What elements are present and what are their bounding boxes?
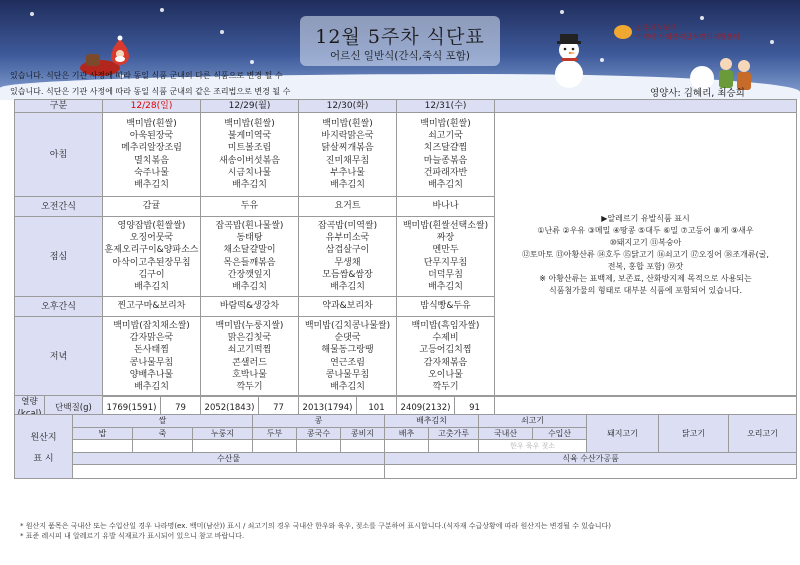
meal-cell bbox=[299, 197, 397, 217]
menu-item: 훈제오리구이&양파소스 bbox=[104, 245, 199, 256]
origin-sub: 국내산 bbox=[479, 427, 533, 440]
menu-item: 배추김치 bbox=[330, 381, 365, 392]
origin-pork: 돼지고기 bbox=[587, 415, 659, 453]
menu-item: 배추김치 bbox=[232, 179, 267, 190]
footnote-2: * 표준 레시피 내 알레르기 유발 식재료가 표시되어 있으니 참고 바랍니다. bbox=[20, 532, 245, 540]
menu-item: 배추김치 bbox=[428, 179, 463, 190]
menu-item: 배추김치 bbox=[134, 381, 169, 392]
menu-item: 콩나물무침 bbox=[129, 357, 174, 368]
meal-cell bbox=[201, 197, 299, 217]
page-subtitle: 어르신 일반식(간식,죽식 포함) bbox=[330, 50, 470, 62]
menu-item: 백미밥(흰쌀) bbox=[224, 118, 275, 129]
menu-item: 밤식빵&두유 bbox=[420, 301, 471, 312]
menu-item: 찐고구마&보리차 bbox=[117, 301, 186, 312]
meal-cell bbox=[201, 297, 299, 317]
kcal-value: 2052(1843) bbox=[201, 396, 259, 421]
page-title: 12월 5주차 식단표 bbox=[315, 26, 485, 48]
origin-beef: 쇠고기 bbox=[479, 415, 587, 428]
origin-cell bbox=[385, 465, 797, 479]
menu-item: 연근조림 bbox=[330, 357, 365, 368]
origin-cell bbox=[133, 440, 193, 453]
menu-item: 양배추나물 bbox=[129, 369, 174, 380]
menu-item: 배추김치 bbox=[134, 179, 169, 190]
meal-cell bbox=[103, 297, 201, 317]
menu-item: 수제비 bbox=[432, 333, 459, 344]
menu-item: 깍두기 bbox=[236, 381, 263, 392]
origin-sub: 배추 bbox=[385, 427, 429, 440]
menu-item: 건파래자반 bbox=[423, 167, 468, 178]
menu-item: 두유 bbox=[240, 201, 259, 212]
origin-seafood: 수산물 bbox=[73, 452, 385, 465]
allergy-line: ※ 아황산류는 표백제, 보존료, 산화방지제 목적으로 사용되는 bbox=[539, 273, 752, 283]
row-label-dinner: 저녁 bbox=[15, 317, 103, 397]
notice-2-text: 식단은 기관 사정에 따라 동일 식품 군내의 같은 조리법으로 변경 될 수 bbox=[46, 87, 291, 96]
protein-label: 단백질(g) bbox=[45, 396, 103, 421]
allergy-line: 식품첨가물의 형태로 대부분 식품에 포함되어 있습니다. bbox=[549, 285, 742, 295]
menu-item: 돈사태찜 bbox=[134, 345, 169, 356]
origin-cell bbox=[429, 440, 479, 453]
menu-item: 마늘종볶음 bbox=[423, 155, 468, 166]
menu-item: 단무지무침 bbox=[423, 257, 468, 268]
meal-cell bbox=[201, 113, 299, 197]
notice-2-overlay: 있습니다. bbox=[10, 87, 44, 96]
menu-item: 모듬쌈&쌈장 bbox=[322, 269, 373, 280]
org-name-line1: 진주시청보구 bbox=[636, 24, 677, 32]
origin-sub: 콩비지 bbox=[341, 427, 385, 440]
kcal-value: 2409(2132) bbox=[397, 396, 455, 421]
allergy-line: ①난류 ②우유 ③메밀 ④땅콩 ⑤대두 ⑥밀 ⑦고등어 ⑧게 ⑨새우 bbox=[537, 225, 754, 235]
origin-sub: 죽 bbox=[133, 427, 193, 440]
meal-cell bbox=[299, 113, 397, 197]
notice-1-overlay: 있습니다. bbox=[10, 71, 44, 80]
menu-item: 더덕무침 bbox=[428, 269, 463, 280]
notice-1 bbox=[10, 70, 283, 81]
menu-item: 멸치볶음 bbox=[134, 155, 169, 166]
meal-cell bbox=[103, 317, 201, 397]
menu-item: 아삭이고추된장무침 bbox=[112, 257, 191, 268]
menu-item: 바나나 bbox=[432, 201, 459, 212]
origin-kimchi: 배추김치 bbox=[385, 415, 479, 428]
menu-item: 백미밥(김치콩나물쌀) bbox=[304, 320, 391, 331]
menu-item: 김구이 bbox=[138, 269, 165, 280]
origin-value-row-2 bbox=[15, 465, 797, 479]
menu-item: 진미채무침 bbox=[325, 155, 370, 166]
allergy-line: ⑫토마토 ⑬아황산류 ⑭호두 ⑮닭고기 ⑯쇠고기 ⑰오징어 ⑱조개류(굴, bbox=[522, 249, 769, 259]
origin-table bbox=[14, 414, 797, 479]
meal-cell bbox=[201, 217, 299, 297]
menu-item: 배추김치 bbox=[330, 179, 365, 190]
menu-item: 오징어뭇국 bbox=[129, 233, 174, 244]
menu-item: 감자채볶음 bbox=[423, 357, 468, 368]
menu-item: 잡곡밥(미역쌀) bbox=[317, 220, 378, 231]
menu-item: 멘만두 bbox=[432, 245, 459, 256]
menu-item: 무생채 bbox=[334, 257, 361, 268]
allergy-line: 전복, 홍합 포함) ⑲잣 bbox=[607, 261, 684, 271]
org-name-line2: 어린이 사회복지급식관리지원센터 bbox=[636, 33, 740, 41]
menu-item: 바람떡&생강차 bbox=[219, 301, 280, 312]
allergy-title: ▶알레르기 유발식품 표시 bbox=[601, 213, 690, 223]
day-header: 12/28(일) bbox=[103, 100, 201, 113]
meal-cell bbox=[397, 217, 495, 297]
menu-table bbox=[14, 99, 797, 397]
row-label-breakfast: 아침 bbox=[15, 113, 103, 197]
menu-item: 동태탕 bbox=[236, 233, 263, 244]
menu-item: 숙주나물 bbox=[134, 167, 169, 178]
menu-item: 백미밥(흰쌀) bbox=[126, 118, 177, 129]
menu-item: 백미밥(흰쌀) bbox=[420, 118, 471, 129]
row-label-lunch: 점심 bbox=[15, 217, 103, 297]
menu-item: 요거트 bbox=[334, 201, 361, 212]
kcal-value: 1769(1591) bbox=[103, 396, 161, 421]
org-name bbox=[636, 24, 786, 42]
origin-duck: 오리고기 bbox=[729, 415, 797, 453]
menu-item: 배추김치 bbox=[232, 281, 267, 292]
menu-item: 순댓국 bbox=[334, 333, 361, 344]
origin-label-line2: 표 시 bbox=[33, 453, 54, 464]
notice-1-text: 식단은 기관 사정에 따라 동일 식품 군내의 다른 식품으로 변경 될 수 bbox=[46, 71, 283, 80]
menu-item: 약과&보리차 bbox=[322, 301, 373, 312]
menu-item: 아욱된장국 bbox=[129, 131, 174, 142]
menu-item: 쇠고기국 bbox=[428, 131, 463, 142]
menu-item: 쇠고기떡찜 bbox=[227, 345, 272, 356]
menu-item: 오이나물 bbox=[428, 369, 463, 380]
origin-sub: 누룽지 bbox=[193, 427, 253, 440]
menu-header-row bbox=[15, 100, 797, 113]
allergy-line: ⑩돼지고기 ⑪복숭아 bbox=[609, 237, 682, 247]
allergy-info bbox=[495, 113, 797, 397]
meal-cell bbox=[397, 197, 495, 217]
meal-cell bbox=[103, 217, 201, 297]
menu-item: 부추나물 bbox=[330, 167, 365, 178]
origin-sub: 고춧가루 bbox=[429, 427, 479, 440]
origin-cell bbox=[73, 440, 133, 453]
kcal-value: 2013(1794) bbox=[299, 396, 357, 421]
meal-cell bbox=[299, 317, 397, 397]
meal-cell bbox=[299, 217, 397, 297]
menu-item: 호박나물 bbox=[232, 369, 267, 380]
menu-item: 미트볼조림 bbox=[227, 143, 272, 154]
protein-value: 101 bbox=[357, 396, 397, 421]
menu-item: 채소달걀말이 bbox=[223, 245, 276, 256]
menu-item: 백미밥(흰쌀선택소쌀) bbox=[402, 220, 489, 231]
menu-item: 콘샐러드 bbox=[232, 357, 267, 368]
menu-item: 백미밥(흑임자쌀) bbox=[411, 320, 480, 331]
meal-cell bbox=[201, 317, 299, 397]
origin-processed: 식육 수산가공품 bbox=[385, 452, 797, 465]
origin-cell bbox=[73, 465, 385, 479]
day-header: 12/29(월) bbox=[201, 100, 299, 113]
menu-item: 맑은김칫국 bbox=[227, 333, 272, 344]
menu-item: 콩나물무침 bbox=[325, 369, 370, 380]
menu-item: 시금치나물 bbox=[227, 167, 272, 178]
header-blank bbox=[495, 100, 797, 113]
beef-origin-note: 한우 육우 젖소 bbox=[479, 440, 587, 453]
menu-item: 짜장 bbox=[436, 233, 455, 244]
menu-item: 삼겹살구이 bbox=[325, 245, 370, 256]
menu-item: 감자맑은국 bbox=[129, 333, 174, 344]
meal-cell bbox=[397, 113, 495, 197]
menu-item: 배추김치 bbox=[134, 281, 169, 292]
origin-cell bbox=[297, 440, 341, 453]
origin-sub: 밥 bbox=[73, 427, 133, 440]
dietitian-names: 영양사: 김혜리, 최승희 bbox=[650, 88, 745, 99]
protein-value: 77 bbox=[259, 396, 299, 421]
menu-item: 백미밥(흰쌀) bbox=[322, 118, 373, 129]
meal-cell bbox=[299, 297, 397, 317]
footnote-1: * 원산지 품목은 국내산 또는 수입산일 경우 나라명(ex. 백미(남산)) 표시 / 쇠고기의 경우 국내산 한우와 육우, 젖소를 구분하여 표시합니다.(식자재 수급상황에 따라 원산지는 변경될 수 있습니다) bbox=[20, 522, 612, 530]
org-logo-icon bbox=[614, 25, 632, 39]
menu-item: 해물동그랑땡 bbox=[321, 345, 374, 356]
meal-cell bbox=[103, 113, 201, 197]
menu-item: 간장깻잎지 bbox=[227, 269, 272, 280]
menu-item: 메추리알장조림 bbox=[121, 143, 182, 154]
menu-item: 바지락맑은국 bbox=[321, 131, 374, 142]
origin-cell bbox=[193, 440, 253, 453]
row-label-pm-snack: 오후간식 bbox=[15, 297, 103, 317]
breakfast-row bbox=[15, 113, 797, 197]
menu-item: 목은들깨볶음 bbox=[223, 257, 276, 268]
protein-value: 91 bbox=[455, 396, 495, 421]
snowman-icon bbox=[548, 30, 590, 90]
origin-label bbox=[15, 415, 73, 479]
menu-item: 백미밥(누룽지쌀) bbox=[215, 320, 284, 331]
meal-cell bbox=[397, 317, 495, 397]
menu-item: 영양잡밥(흰쌀쌀) bbox=[117, 220, 186, 231]
menu-item: 불게미역국 bbox=[227, 131, 272, 142]
menu-item: 배추김치 bbox=[428, 281, 463, 292]
origin-group-row bbox=[15, 415, 797, 428]
menu-item: 닭살찌개볶음 bbox=[321, 143, 374, 154]
kcal-label: 열량 bbox=[15, 396, 45, 421]
origin-sub: 수입산 bbox=[533, 427, 587, 440]
menu-item: 유부미소국 bbox=[325, 233, 370, 244]
menu-item: 배추김치 bbox=[330, 281, 365, 292]
origin-chicken: 닭고기 bbox=[659, 415, 729, 453]
day-header: 12/30(화) bbox=[299, 100, 397, 113]
menu-item: 새송이버섯볶음 bbox=[219, 155, 280, 166]
meal-cell bbox=[103, 197, 201, 217]
origin-cell bbox=[253, 440, 297, 453]
origin-label-line1: 원산지 bbox=[30, 432, 57, 443]
notice-2 bbox=[10, 86, 290, 97]
menu-item: 잡곡밥(흰나물쌀) bbox=[215, 220, 284, 231]
origin-sub: 콩국수 bbox=[297, 427, 341, 440]
row-label-am-snack: 오전간식 bbox=[15, 197, 103, 217]
protein-value: 79 bbox=[161, 396, 201, 421]
menu-item: 감귤 bbox=[142, 201, 161, 212]
origin-cell bbox=[341, 440, 385, 453]
day-header: 12/31(수) bbox=[397, 100, 495, 113]
meal-cell bbox=[397, 297, 495, 317]
menu-item: 치즈달걀찜 bbox=[423, 143, 468, 154]
origin-beans: 콩 bbox=[253, 415, 385, 428]
menu-item: 백미밥(잡치채소쌀) bbox=[113, 320, 190, 331]
origin-sub: 두부 bbox=[253, 427, 297, 440]
origin-rice: 쌀 bbox=[73, 415, 253, 428]
col-label: 구분 bbox=[15, 100, 103, 113]
origin-cell bbox=[385, 440, 429, 453]
origin-group-row-2 bbox=[15, 452, 797, 465]
menu-item: 고등어김치찜 bbox=[419, 345, 472, 356]
menu-item: 깍두기 bbox=[432, 381, 459, 392]
